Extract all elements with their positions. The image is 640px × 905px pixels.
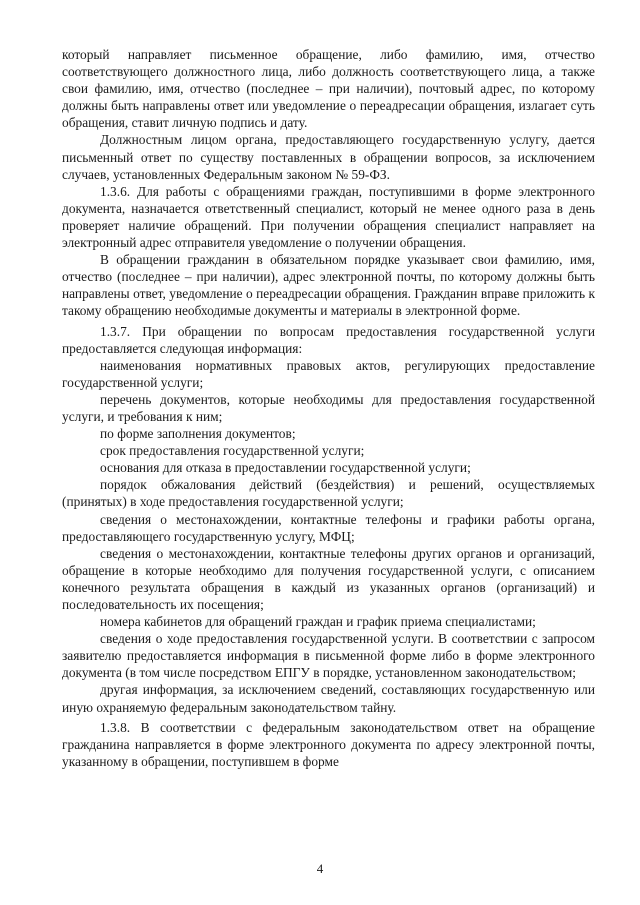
list-item-agency-contacts: сведения о местонахождении, контактные телефоны и графики работы органа, предоставляющего государственную услугу, МФЦ;	[62, 511, 595, 544]
paragraph-written-answer: Должностным лицом органа, предоставляющего государственную услугу, дается письменный ответ по существу поставленных в обращении вопросов, за исключением случаев, установленных Федеральным законом № 59-ФЗ.	[62, 132, 595, 182]
paragraph-continuation: который направляет письменное обращение, либо фамилию, имя, отчество соответствующего должностного лица, либо должность соответствующего лица, а также свои фамилию, имя, отчество (последнее – при наличии), почтовый адрес, по которому должны быть направлены ответ или уведомление о переадресации обращения, излагает суть обращения, ставит личную подпись и дату.	[62, 47, 595, 131]
list-item-term: срок предоставления государственной услуги;	[100, 443, 365, 459]
list-item-service-progress: сведения о ходе предоставления государственной услуги. В соответствии с запросом заявителю предоставляется информация в письменной форме либо в форме электронного документа (в том числе посредством ЕПГУ в порядке, установленном законодательством;	[62, 631, 595, 681]
document-body	[62, 46, 595, 770]
list-item-documents: перечень документов, которые необходимы для предоставления государственной услуги, и требования к ним;	[62, 391, 595, 424]
page-number: 4	[316, 861, 324, 876]
paragraph-1-3-8: 1.3.8. В соответствии с федеральным законодательством ответ на обращение гражданина направляется в форме электронного документа по адресу электронной почты, указанному в обращении, поступившем в форме	[62, 719, 595, 769]
list-item-form-filling: по форме заполнения документов;	[100, 426, 296, 442]
paragraph-1-3-6: 1.3.6. Для работы с обращениями граждан, поступившими в форме электронного документа, назначается ответственный специалист, который не менее одного раза в день проверяет наличие обращений. При получении обращения специалист направляет на электронный адрес отправителя уведомление о получении обращения.	[62, 183, 595, 251]
list-item-office-numbers: номера кабинетов для обращений граждан и график приема специалистами;	[100, 614, 536, 630]
list-item-other-information: другая информация, за исключением сведений, составляющих государственную или иную охраняемую федеральным законодательством тайну.	[62, 682, 595, 715]
list-item-appeal-procedure: порядок обжалования действий (бездействия) и решений, осуществляемых (принятых) в ходе предоставления государственной услуги;	[62, 477, 595, 510]
paragraph-electronic-appeal: В обращении гражданин в обязательном порядке указывает свои фамилию, имя, отчество (последнее – при наличии), адрес электронной почты, по которому должны быть направлены ответ, уведомление о переадресации обращения. Гражданин вправе приложить к такому обращению необходимые документы и материалы в электронной форме.	[62, 252, 595, 319]
paragraph-1-3-7: 1.3.7. При обращении по вопросам предоставления государственной услуги предоставляется следующая информация:	[62, 323, 595, 356]
list-item-refusal-grounds: основания для отказа в предоставлении государственной услуги;	[100, 460, 471, 476]
list-item-legal-acts: наименования нормативных правовых актов, регулирующих предоставление государственной услуги;	[62, 357, 595, 390]
list-item-other-organizations: сведения о местонахождении, контактные телефоны других органов и организаций, обращение в которые необходимо для получения государственной услуги, с описанием конечного результата обращения в каждый из указанных органов (организаций) и последовательность их посещения;	[62, 545, 595, 612]
